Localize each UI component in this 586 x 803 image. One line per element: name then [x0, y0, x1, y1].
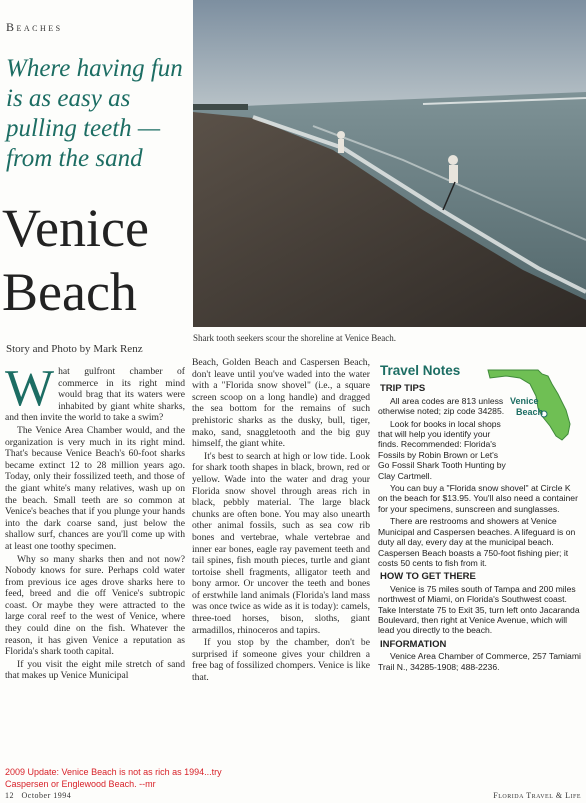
article-column-2: [192, 357, 370, 685]
page-number: 12: [5, 791, 14, 800]
photo-caption: Shark tooth seekers scour the shoreline at Venice Beach.: [193, 333, 397, 343]
title-line-1: Venice: [2, 198, 149, 258]
map-label-beach: Beach: [516, 407, 544, 417]
article-paragraph: The Venice Area Chamber would, and the organization is very much in its right mind. That's because Venice Beach's 60-foot sharks became extinct 12 to 28 million years ago. Today, only their fossilized teeth, and those of the giant white's many relatives, wash up on the beach. Small teeth are so common at Venice's beaches that if you plunge your hands into the dark coarse sand, just below the shallow surf, chances are you'll come up with at least one toothy specimen.: [5, 424, 185, 552]
article-paragraph: If you visit the eight mile stretch of sand that makes up Venice Municipal: [5, 658, 185, 682]
information-text: Venice Area Chamber of Commerce, 257 Tamiami Trail N., 34285-1908; 488-2236.: [378, 651, 581, 672]
title-line-2: Beach: [2, 262, 137, 322]
drop-cap: W: [5, 360, 55, 417]
article-paragraph: Why so many sharks then and not now? Nobody knows for sure. Perhaps cold water from previous ice ages drove sharks here to feed, breed and die off Venice's subtropic coast. Or maybe they were attracted to the large coral reef to the west of Venice, where they could dine on the fish. Whatever the reason, it has given Venice a reputation as Florida's shark tooth capital.: [5, 553, 185, 658]
issue-date: October 1994: [21, 791, 72, 800]
section-label: Beaches: [6, 20, 63, 34]
page-footer: [5, 791, 581, 800]
article-column-1: [5, 360, 185, 683]
beach-photo: [193, 0, 586, 327]
article-paragraph: It's best to search at high or low tide. Look for shark tooth shapes in black, brown, red or yellow. Wade into the water and drag your Florida snow shovel through areas rich in black, pebbly material. The large black chunks are often bone. You may also unearth other animal fossils, such as sea cow rib bones and vertebrae, whale vertebrae and inner ear bones, eagle ray pavement teeth and tail spines, fish mouth pieces, turtle and giant tortoise shell fragments, alligator teeth and bony armor. Or uncover the teeth and bones of erstwhile land animals (Florida's land mass was once twice as wide as it is today): camels, three-toed horses, bison, sloths, giant armadillos, rhinoceros and tapirs.: [192, 450, 370, 636]
article-paragraph: Beach, Golden Beach and Caspersen Beach, don't leave until you've waded into the water with a "Florida snow shovel" (i.e., a square screen scoop on a long handle) and dragged the sea bottom for the remains of such prehistoric sharks as the dusky, bull, tiger, mako, sand, snaggletooth and the big guy himself, the giant white.: [192, 357, 370, 450]
trip-tip: There are restrooms and showers at Venice Municipal and Caspersen beaches. A lifeguard is on duty all day, every day at the municipal beach. Caspersen Beach boasts a 750-foot fishing pier; it costs 50 cents to fish from it.: [378, 516, 576, 568]
trip-tips-heading: TRIP TIPS: [380, 383, 426, 395]
trip-tip: Look for books in local shops that will help you identify your finds. Recommended: Florida's Fossils by Robin Brown or Let's Go Fossil Shark Tooth Hunting by Clay Cartmell.: [378, 418, 506, 481]
byline: Story and Photo by Mark Renz: [6, 343, 143, 355]
how-to-get-there-heading: HOW TO GET THERE: [380, 571, 476, 583]
map-label-venice: Venice: [510, 396, 539, 406]
trip-tip: All area codes are 813 unless otherwise noted; zip code 34285.: [378, 395, 505, 417]
information-heading: INFORMATION: [380, 638, 447, 650]
article-paragraph: If you stop by the chamber, don't be surprised if someone gives your children a free bag of fossilized chompers. Venice is like that.: [192, 637, 370, 684]
article-paragraph: What gulfront chamber of commerce in its right mind would brag that its waters were inhabited by giant white sharks, and then invite the world to take a swim?: [5, 360, 185, 424]
page-title: [2, 196, 149, 324]
travel-notes-title: Travel Notes: [380, 363, 461, 378]
publication-name: Florida Travel & Life: [493, 791, 581, 800]
tagline: Where having fun is as easy as pulling teeth — from the sand: [6, 55, 183, 172]
trip-tip: You can buy a "Florida snow shovel" at Circle K on the beach for $13.95. You'll also need a container for your specimens, sunscreen and sunglasses.: [378, 483, 578, 514]
update-annotation: 2009 Update: Venice Beach is not as rich as 1994...try Caspersen or Englewood Beach. --mr: [5, 767, 222, 789]
travel-notes-sidebar: [378, 363, 581, 674]
how-to-get-there-text: Venice is 75 miles south of Tampa and 200 miles northwest of Miami, on Florida's Southwest coast. Take Interstate 75 to Exit 35, turn left onto Jacaranda Boulevard, then right at Venice Avenue, which will lead you directly to the beach.: [378, 583, 580, 636]
